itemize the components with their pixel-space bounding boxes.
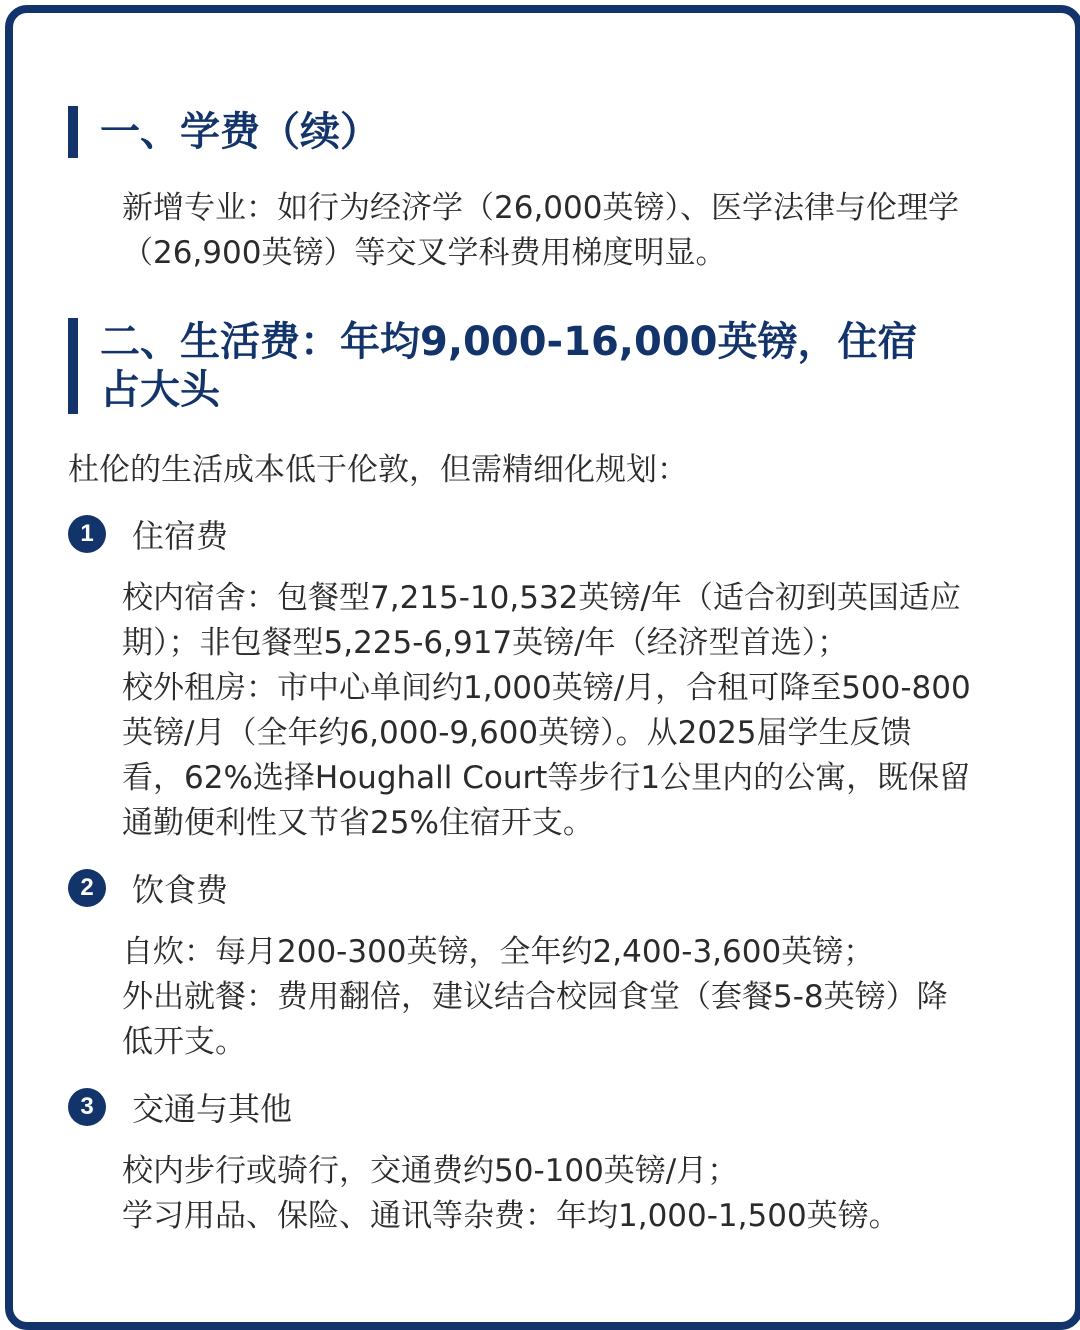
number-badge: 2 [68, 869, 106, 907]
item-title: 饮食费 [132, 871, 229, 909]
item-title: 交通与其他 [132, 1090, 293, 1128]
text-line: 外出就餐：费用翻倍，建议结合校园食堂（套餐5-8英镑）降 [122, 979, 948, 1015]
item-2-header [68, 868, 228, 908]
text-line: 校外租房：市中心单间约1,000英镑/月，合租可降至500-800 [122, 670, 971, 706]
text-line: 低开支。 [122, 1024, 246, 1060]
text-line: （26,900英镑）等交叉学科费用梯度明显。 [122, 235, 727, 271]
section-2-intro: 杜伦的生活成本低于伦敦，但需精细化规划： [68, 452, 688, 488]
text-line: 新增专业：如行为经济学（26,000英镑）、医学法律与伦理学 [122, 190, 959, 226]
section-1-body [122, 186, 1022, 276]
text-line: 校内宿舍：包餐型7,215-10,532英镑/年（适合初到英国适应 [122, 580, 961, 616]
text-line: 自炊：每月200-300英镑，全年约2,400-3,600英镑； [122, 934, 875, 970]
number-badge: 3 [68, 1088, 106, 1126]
item-3-header [68, 1087, 292, 1127]
item-1-header [68, 514, 228, 554]
section-2-heading [68, 318, 1000, 414]
item-1-body [122, 576, 1022, 846]
number-badge: 1 [68, 515, 106, 553]
item-2-body [122, 930, 1022, 1065]
item-title: 住宿费 [132, 517, 229, 555]
section-1-heading: 一、学费（续） [68, 106, 380, 158]
text-line: 英镑/月（全年约6,000-9,600英镑）。从2025届学生反馈 [122, 715, 912, 751]
text-line: 看，62%选择Houghall Court等步行1公里内的公寓，既保留 [122, 760, 971, 796]
text-line: 期）；非包餐型5,225-6,917英镑/年（经济型首选）； [122, 625, 849, 661]
text-line: 通勤便利性又节省25%住宿开支。 [122, 805, 594, 841]
heading-line: 二、生活费：年均9,000-16,000英镑，住宿 [100, 319, 918, 365]
text-line: 学习用品、保险、通讯等杂费：年均1,000-1,500英镑。 [122, 1198, 900, 1234]
text-line: 校内步行或骑行，交通费约50-100英镑/月； [122, 1153, 739, 1189]
item-3-body [122, 1149, 1022, 1239]
heading-line: 占大头 [100, 367, 220, 413]
